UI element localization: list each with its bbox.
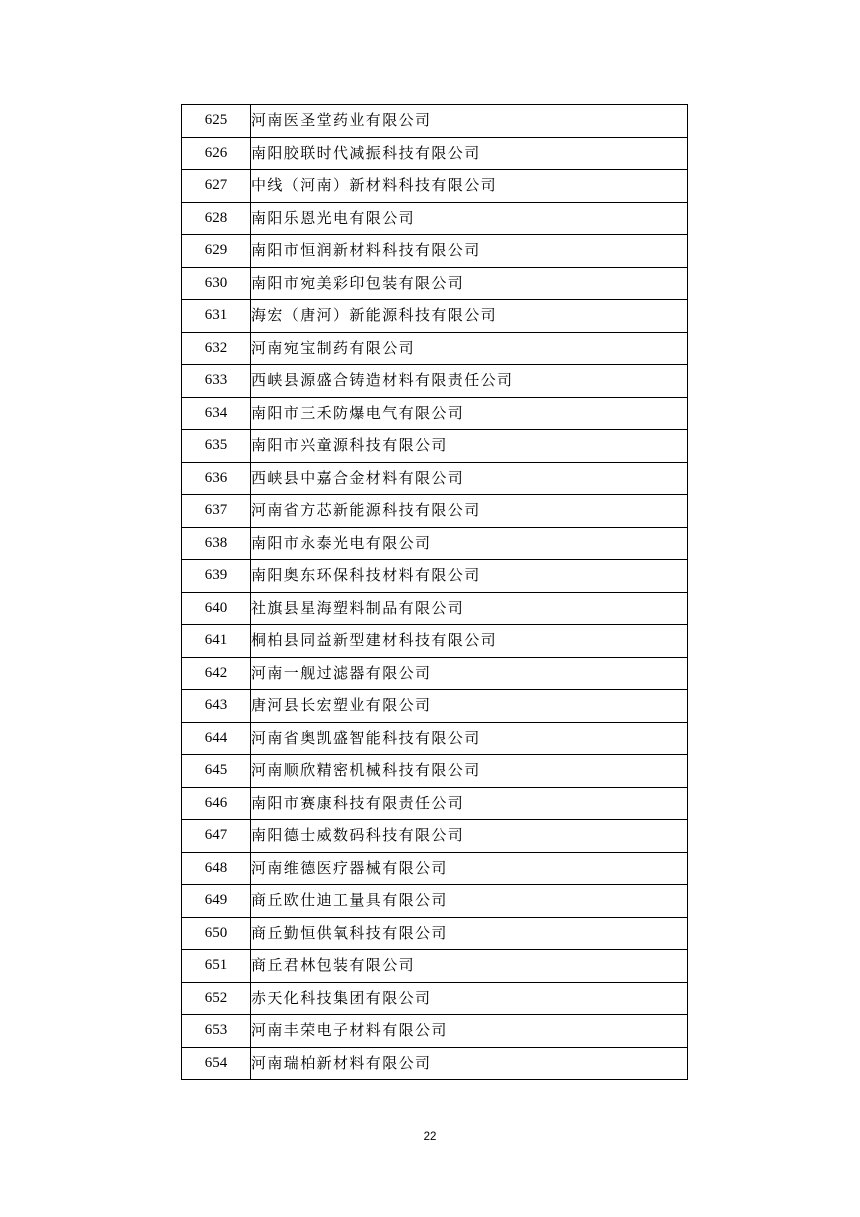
row-number-cell: 652 bbox=[182, 982, 251, 1015]
company-name-cell: 南阳德士威数码科技有限公司 bbox=[251, 820, 688, 853]
row-number-cell: 636 bbox=[182, 462, 251, 495]
row-number-cell: 626 bbox=[182, 137, 251, 170]
table-row bbox=[182, 722, 688, 755]
company-name-cell: 河南医圣堂药业有限公司 bbox=[251, 105, 688, 138]
table-row bbox=[182, 852, 688, 885]
table-row bbox=[182, 170, 688, 203]
table-row bbox=[182, 625, 688, 658]
row-number-cell: 654 bbox=[182, 1047, 251, 1080]
table-row bbox=[182, 267, 688, 300]
table-row bbox=[182, 917, 688, 950]
row-number-cell: 628 bbox=[182, 202, 251, 235]
table-row bbox=[182, 495, 688, 528]
table-row bbox=[182, 1015, 688, 1048]
row-number-cell: 630 bbox=[182, 267, 251, 300]
company-name-cell: 商丘君林包装有限公司 bbox=[251, 950, 688, 983]
table-row bbox=[182, 755, 688, 788]
table-row bbox=[182, 397, 688, 430]
table-row bbox=[182, 560, 688, 593]
table-row bbox=[182, 787, 688, 820]
table-row bbox=[182, 657, 688, 690]
table-row bbox=[182, 950, 688, 983]
table-row bbox=[182, 885, 688, 918]
company-name-cell: 南阳市赛康科技有限责任公司 bbox=[251, 787, 688, 820]
company-name-cell: 河南省方芯新能源科技有限公司 bbox=[251, 495, 688, 528]
table-row bbox=[182, 690, 688, 723]
company-name-cell: 南阳乐恩光电有限公司 bbox=[251, 202, 688, 235]
row-number-cell: 638 bbox=[182, 527, 251, 560]
company-name-cell: 商丘欧仕迪工量具有限公司 bbox=[251, 885, 688, 918]
table-row bbox=[182, 300, 688, 333]
row-number-cell: 627 bbox=[182, 170, 251, 203]
table-row bbox=[182, 820, 688, 853]
row-number-cell: 641 bbox=[182, 625, 251, 658]
table-row bbox=[182, 202, 688, 235]
company-name-cell: 河南宛宝制药有限公司 bbox=[251, 332, 688, 365]
company-name-cell: 商丘勤恒供氧科技有限公司 bbox=[251, 917, 688, 950]
row-number-cell: 653 bbox=[182, 1015, 251, 1048]
table-row bbox=[182, 592, 688, 625]
company-name-cell: 赤天化科技集团有限公司 bbox=[251, 982, 688, 1015]
company-name-cell: 南阳市恒润新材料科技有限公司 bbox=[251, 235, 688, 268]
row-number-cell: 640 bbox=[182, 592, 251, 625]
company-name-cell: 河南省奥凯盛智能科技有限公司 bbox=[251, 722, 688, 755]
company-name-cell: 河南丰荣电子材料有限公司 bbox=[251, 1015, 688, 1048]
company-list-table bbox=[181, 104, 688, 1080]
table-row bbox=[182, 105, 688, 138]
row-number-cell: 649 bbox=[182, 885, 251, 918]
company-name-cell: 南阳奥东环保科技材料有限公司 bbox=[251, 560, 688, 593]
company-name-cell: 河南瑞柏新材料有限公司 bbox=[251, 1047, 688, 1080]
row-number-cell: 635 bbox=[182, 430, 251, 463]
company-name-cell: 南阳胶联时代减振科技有限公司 bbox=[251, 137, 688, 170]
row-number-cell: 643 bbox=[182, 690, 251, 723]
row-number-cell: 629 bbox=[182, 235, 251, 268]
row-number-cell: 644 bbox=[182, 722, 251, 755]
row-number-cell: 647 bbox=[182, 820, 251, 853]
table-row bbox=[182, 1047, 688, 1080]
company-name-cell: 桐柏县同益新型建材科技有限公司 bbox=[251, 625, 688, 658]
table-row bbox=[182, 982, 688, 1015]
row-number-cell: 651 bbox=[182, 950, 251, 983]
company-name-cell: 西峡县中嘉合金材料有限公司 bbox=[251, 462, 688, 495]
company-list-table-body bbox=[182, 105, 688, 1080]
company-name-cell: 西峡县源盛合铸造材料有限责任公司 bbox=[251, 365, 688, 398]
row-number-cell: 648 bbox=[182, 852, 251, 885]
row-number-cell: 632 bbox=[182, 332, 251, 365]
company-name-cell: 南阳市永泰光电有限公司 bbox=[251, 527, 688, 560]
company-name-cell: 河南一舰过滤器有限公司 bbox=[251, 657, 688, 690]
company-name-cell: 海宏（唐河）新能源科技有限公司 bbox=[251, 300, 688, 333]
row-number-cell: 645 bbox=[182, 755, 251, 788]
company-name-cell: 河南维德医疗器械有限公司 bbox=[251, 852, 688, 885]
company-name-cell: 南阳市兴童源科技有限公司 bbox=[251, 430, 688, 463]
table-row bbox=[182, 235, 688, 268]
table-row bbox=[182, 332, 688, 365]
row-number-cell: 646 bbox=[182, 787, 251, 820]
row-number-cell: 634 bbox=[182, 397, 251, 430]
company-name-cell: 河南顺欣精密机械科技有限公司 bbox=[251, 755, 688, 788]
table-row bbox=[182, 365, 688, 398]
row-number-cell: 633 bbox=[182, 365, 251, 398]
company-name-cell: 唐河县长宏塑业有限公司 bbox=[251, 690, 688, 723]
table-row bbox=[182, 430, 688, 463]
table-row bbox=[182, 527, 688, 560]
company-name-cell: 社旗县星海塑料制品有限公司 bbox=[251, 592, 688, 625]
table-row bbox=[182, 462, 688, 495]
page-number: 22 bbox=[423, 1131, 437, 1143]
table-row bbox=[182, 137, 688, 170]
row-number-cell: 639 bbox=[182, 560, 251, 593]
row-number-cell: 625 bbox=[182, 105, 251, 138]
row-number-cell: 642 bbox=[182, 657, 251, 690]
row-number-cell: 650 bbox=[182, 917, 251, 950]
company-name-cell: 南阳市三禾防爆电气有限公司 bbox=[251, 397, 688, 430]
company-name-cell: 中线（河南）新材料科技有限公司 bbox=[251, 170, 688, 203]
company-name-cell: 南阳市宛美彩印包装有限公司 bbox=[251, 267, 688, 300]
row-number-cell: 637 bbox=[182, 495, 251, 528]
row-number-cell: 631 bbox=[182, 300, 251, 333]
